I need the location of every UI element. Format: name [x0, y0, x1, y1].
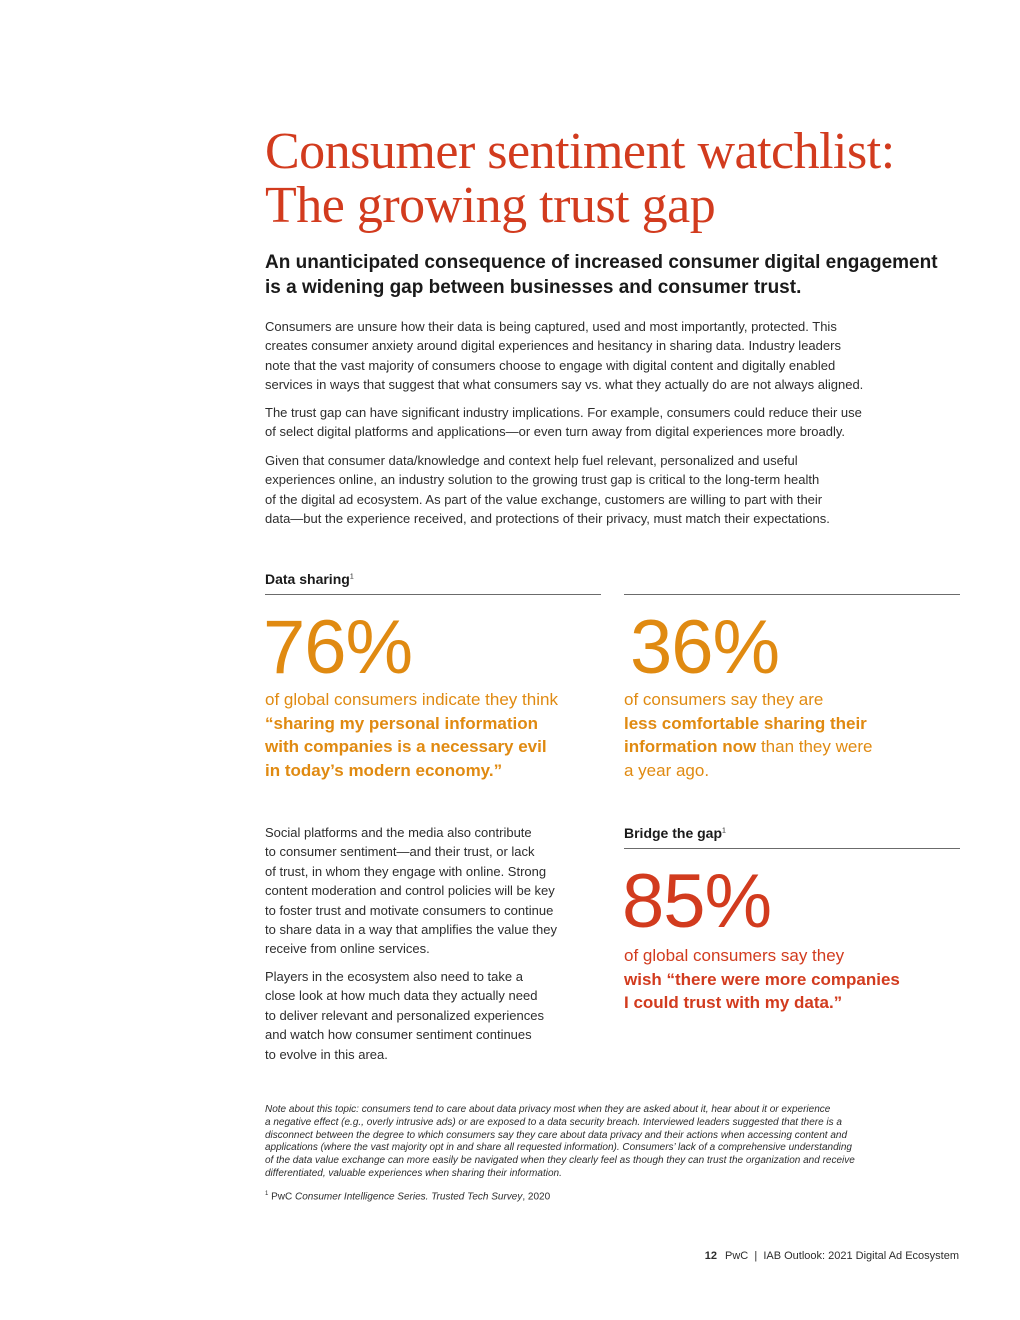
stat-line	[624, 991, 900, 1015]
note-line: of the data value exchange can more easily be navigated when they clearly feel as though they can trust the organization and receive	[265, 1155, 855, 1167]
stat-line: of global consumers say they	[624, 946, 845, 965]
stat-line	[624, 712, 872, 736]
note-line: Note about this topic: consumers tend to care about data privacy most when they are asked about it, hear about it or experience	[265, 1104, 831, 1115]
text-line: note that the vast majority of consumers choose to engage with digital content and digitally enabled	[265, 357, 836, 373]
text-line: to foster trust and motivate consumers to continue	[265, 902, 554, 918]
footnote-number: 1	[265, 1191, 269, 1197]
text-line: Social platforms and the media also contribute	[265, 825, 532, 840]
note-line: differentiated, valuable experiences when sharing their information.	[265, 1167, 562, 1179]
stat-line-bold: I could trust with my data.”	[624, 993, 843, 1012]
intro-paragraph-1	[265, 317, 965, 395]
text-line: services in ways that suggest that what consumers say vs. what they actually do are not always aligned.	[265, 377, 864, 393]
stat-76-description	[265, 688, 558, 782]
footnote-ref: 1	[349, 573, 354, 581]
note-line: applications (where the vast majority opt in and share all requested information). Consumers’ lack of a comprehensive understanding	[265, 1142, 852, 1154]
social-paragraph-1	[265, 823, 605, 959]
stat-76-value: 76%	[263, 605, 413, 690]
footer-text: PwC | IAB Outlook: 2021 Digital Ad Ecosystem	[725, 1250, 959, 1262]
text-line: of trust, in whom they engage with online. Strong	[265, 863, 547, 879]
stat-line-bold: in today’s modern economy.”	[265, 760, 503, 780]
page-number: 12	[704, 1250, 718, 1262]
stat-36-value: 36%	[630, 605, 780, 690]
stat-line-bold: less comfortable sharing their	[624, 713, 867, 733]
stat-line: of global consumers indicate they think	[265, 690, 558, 709]
text-line: and watch how consumer sentiment continues	[265, 1027, 532, 1043]
intro-paragraph-3	[265, 451, 965, 529]
source-footnote	[265, 1191, 550, 1202]
text-line: of select digital platforms and applications—or even turn away from digital experiences more broadly.	[265, 424, 845, 440]
stat-85-value: 85%	[622, 859, 772, 944]
divider	[624, 848, 960, 849]
stat-line: a year ago.	[624, 760, 710, 780]
text-line: content moderation and control policies will be key	[265, 883, 555, 899]
divider	[624, 594, 960, 595]
stat-85-description	[624, 944, 900, 1015]
text-line: close look at how much data they actually need	[265, 988, 538, 1004]
stat-line-bold: “sharing my personal information	[265, 713, 538, 733]
text-line: The trust gap can have significant industry implications. For example, consumers could reduce their use	[265, 405, 862, 420]
text-line: creates consumer anxiety around digital experiences and hesitancy in sharing data. Industry leaders	[265, 338, 841, 354]
bridge-gap-label-text: Bridge the gap	[624, 825, 723, 841]
footnote-source-title: Consumer Intelligence Series. Trusted Tech Survey	[295, 1191, 523, 1203]
stat-line	[265, 759, 558, 783]
stat-line	[265, 712, 558, 736]
note-line: a negative effect (e.g., overly intrusive ads) or are exposed to a data security breach. Interviewed leaders suggested that there is a	[265, 1116, 842, 1128]
topic-note	[265, 1104, 965, 1181]
data-sharing-label	[265, 571, 354, 587]
stat-line	[624, 735, 872, 759]
text-line: to share data in a way that amplifies the value they	[265, 922, 557, 938]
stat-line-bold: wish “there were more companies	[624, 969, 900, 989]
stat-36-description	[624, 688, 872, 782]
footnote-suffix: , 2020	[522, 1191, 551, 1203]
intro-paragraph-2	[265, 403, 965, 442]
text-line: receive from online services.	[265, 941, 430, 957]
social-paragraph-2	[265, 967, 605, 1064]
bridge-gap-label	[624, 825, 726, 841]
stat-line	[265, 735, 558, 759]
footnote-prefix: PwC	[268, 1191, 296, 1203]
page-title	[265, 125, 985, 233]
stat-line-bold: with companies is a necessary evil	[265, 737, 547, 756]
footnote-ref: 1	[722, 827, 726, 835]
text-line: data—but the experience received, and protections of their privacy, must match their expectations.	[265, 511, 830, 527]
page-title-line-1: Consumer sentiment watchlist:	[265, 123, 895, 180]
page-subtitle	[265, 250, 965, 300]
page-footer	[705, 1250, 959, 1262]
text-line: Consumers are unsure how their data is being captured, used and most importantly, protected. This	[265, 319, 837, 334]
stat-line	[624, 968, 900, 992]
text-line: experiences online, an industry solution to the growing trust gap is critical to the long-term health	[265, 472, 820, 488]
page-title-line-2: The growing trust gap	[265, 177, 716, 234]
note-line: disconnect between the degree to which consumers say they care about data privacy and their actions when accessing content and	[265, 1129, 848, 1141]
subtitle-line-2: is a widening gap between businesses and consumer trust.	[265, 277, 802, 298]
stat-line: of consumers say they are	[624, 690, 824, 709]
text-line: to consumer sentiment—and their trust, or lack	[265, 844, 535, 860]
stat-line-bold: information now	[624, 737, 757, 756]
data-sharing-label-text: Data sharing	[265, 571, 350, 587]
divider	[265, 594, 601, 595]
text-line: Given that consumer data/knowledge and context help fuel relevant, personalized and useful	[265, 453, 798, 468]
text-line: Players in the ecosystem also need to take a	[265, 969, 523, 984]
subtitle-line-1: An unanticipated consequence of increased consumer digital engagement	[265, 252, 938, 273]
text-line: of the digital ad ecosystem. As part of the value exchange, customers are willing to part with their	[265, 491, 823, 507]
text-line: to evolve in this area.	[265, 1046, 388, 1062]
text-line: to deliver relevant and personalized experiences	[265, 1007, 544, 1023]
stat-line-rest: than they were	[756, 737, 873, 756]
